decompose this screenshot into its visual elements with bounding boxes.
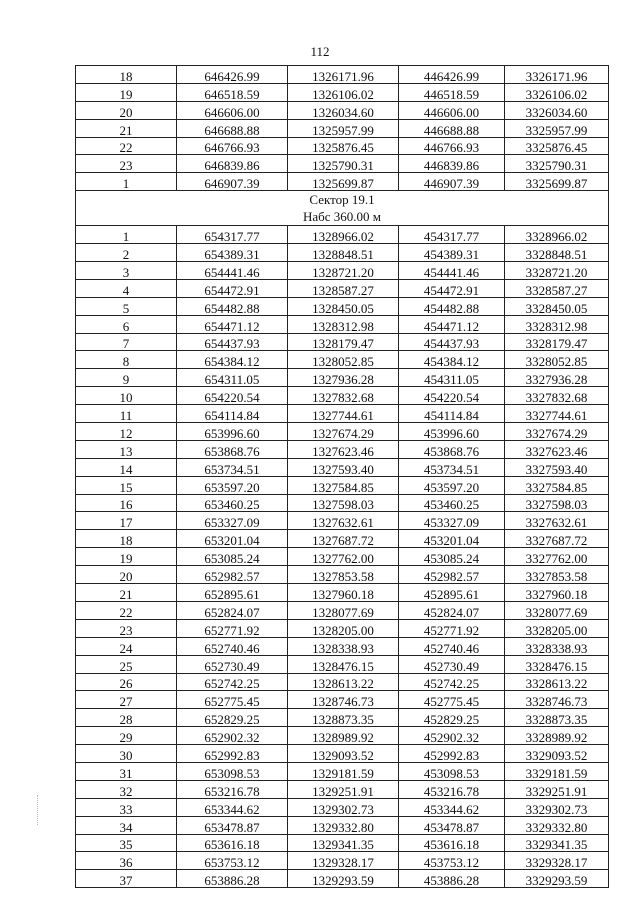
coordinate-cell: 453201.04 — [399, 530, 505, 548]
coordinate-cell: 453597.20 — [399, 476, 505, 494]
coordinate-cell: 1328966.02 — [288, 226, 399, 244]
coordinate-cell: 652771.92 — [177, 619, 288, 637]
table-row — [76, 834, 609, 852]
coordinate-cell: 3329093.52 — [505, 745, 609, 763]
table-row — [76, 137, 609, 155]
point-number-cell: 18 — [76, 530, 177, 548]
coordinate-cell: 1329341.35 — [288, 834, 399, 852]
coordinate-cell: 652902.32 — [177, 727, 288, 745]
coordinate-cell: 653460.25 — [177, 494, 288, 512]
table-row — [76, 333, 609, 351]
coordinate-cell: 3328077.69 — [505, 601, 609, 619]
table-row — [76, 494, 609, 512]
coordinate-cell: 654384.12 — [177, 351, 288, 369]
table-row — [76, 440, 609, 458]
coordinate-cell: 3328848.51 — [505, 244, 609, 262]
coordinate-cell: 3329332.80 — [505, 816, 609, 834]
coordinate-cell: 1328077.69 — [288, 601, 399, 619]
point-number-cell: 6 — [76, 315, 177, 333]
coordinate-cell: 652775.45 — [177, 691, 288, 709]
coordinate-cell: 654472.91 — [177, 279, 288, 297]
table-row — [76, 297, 609, 315]
coordinate-cell: 3326106.02 — [505, 83, 609, 101]
coordinates-table-body — [76, 66, 609, 888]
table-row — [76, 279, 609, 297]
point-number-cell: 35 — [76, 834, 177, 852]
coordinate-cell: 3325876.45 — [505, 137, 609, 155]
coordinate-cell: 1327744.61 — [288, 405, 399, 423]
coordinate-cell: 453460.25 — [399, 494, 505, 512]
coordinate-cell: 654389.31 — [177, 244, 288, 262]
table-row — [76, 709, 609, 727]
coordinate-cell: 3328205.00 — [505, 619, 609, 637]
coordinate-cell: 646839.86 — [177, 155, 288, 173]
coordinate-cell: 653098.53 — [177, 762, 288, 780]
coordinate-cell: 1327623.46 — [288, 440, 399, 458]
coordinate-cell: 3328746.73 — [505, 691, 609, 709]
point-number-cell: 23 — [76, 155, 177, 173]
coordinate-cell: 1328848.51 — [288, 244, 399, 262]
table-row — [76, 315, 609, 333]
coordinate-cell: 1327674.29 — [288, 423, 399, 441]
table-row — [76, 548, 609, 566]
coordinate-cell: 453344.62 — [399, 798, 505, 816]
point-number-cell: 19 — [76, 548, 177, 566]
coordinate-cell: 1329251.91 — [288, 780, 399, 798]
coordinate-cell: 452742.25 — [399, 673, 505, 691]
point-number-cell: 31 — [76, 762, 177, 780]
table-row — [76, 637, 609, 655]
coordinate-cell: 446839.86 — [399, 155, 505, 173]
point-number-cell: 20 — [76, 101, 177, 119]
coordinate-cell: 3327762.00 — [505, 548, 609, 566]
table-row — [76, 619, 609, 637]
coordinate-cell: 1329093.52 — [288, 745, 399, 763]
coordinate-cell: 653753.12 — [177, 852, 288, 870]
point-number-cell: 30 — [76, 745, 177, 763]
point-number-cell: 23 — [76, 619, 177, 637]
point-number-cell: 3 — [76, 262, 177, 280]
coordinate-cell: 452824.07 — [399, 601, 505, 619]
point-number-cell: 37 — [76, 870, 177, 888]
coordinate-cell: 3328721.20 — [505, 262, 609, 280]
table-row — [76, 119, 609, 137]
coordinate-cell: 452992.83 — [399, 745, 505, 763]
table-row — [76, 530, 609, 548]
table-row — [76, 673, 609, 691]
coordinate-cell: 3329181.59 — [505, 762, 609, 780]
table-row — [76, 727, 609, 745]
coordinate-cell: 1329293.59 — [288, 870, 399, 888]
point-number-cell: 1 — [76, 226, 177, 244]
table-row — [76, 387, 609, 405]
point-number-cell: 8 — [76, 351, 177, 369]
table-row — [76, 512, 609, 530]
coordinate-cell: 1328450.05 — [288, 297, 399, 315]
point-number-cell: 13 — [76, 440, 177, 458]
point-number-cell: 20 — [76, 566, 177, 584]
table-row — [76, 816, 609, 834]
coordinate-cell: 3327853.58 — [505, 566, 609, 584]
section-header-row — [76, 191, 609, 226]
table-row — [76, 745, 609, 763]
table-row — [76, 870, 609, 888]
coordinate-cell: 3329328.17 — [505, 852, 609, 870]
table-row — [76, 601, 609, 619]
coordinate-cell: 646606.00 — [177, 101, 288, 119]
coordinate-cell: 1328613.22 — [288, 673, 399, 691]
point-number-cell: 28 — [76, 709, 177, 727]
table-row — [76, 423, 609, 441]
coordinate-cell: 652829.25 — [177, 709, 288, 727]
coordinate-cell: 1327687.72 — [288, 530, 399, 548]
point-number-cell: 17 — [76, 512, 177, 530]
table-row — [76, 173, 609, 191]
coordinate-cell: 454389.31 — [399, 244, 505, 262]
coordinate-cell: 453085.24 — [399, 548, 505, 566]
coordinate-cell: 3327960.18 — [505, 584, 609, 602]
coordinate-cell: 653478.87 — [177, 816, 288, 834]
table-row — [76, 780, 609, 798]
coordinate-cell: 653085.24 — [177, 548, 288, 566]
coordinate-cell: 646688.88 — [177, 119, 288, 137]
scan-margin-mark — [37, 795, 39, 825]
coordinate-cell: 654437.93 — [177, 333, 288, 351]
coordinate-cell: 1329332.80 — [288, 816, 399, 834]
table-row — [76, 762, 609, 780]
coordinate-cell: 1328312.98 — [288, 315, 399, 333]
section-subtitle: Набс 360.00 м — [302, 209, 382, 225]
point-number-cell: 14 — [76, 458, 177, 476]
coordinate-cell: 454317.77 — [399, 226, 505, 244]
point-number-cell: 9 — [76, 369, 177, 387]
coordinate-cell: 1325876.45 — [288, 137, 399, 155]
coordinate-cell: 3328873.35 — [505, 709, 609, 727]
coordinate-cell: 453216.78 — [399, 780, 505, 798]
section-header-cell — [76, 191, 609, 226]
coordinate-cell: 3328450.05 — [505, 297, 609, 315]
coordinate-cell: 653201.04 — [177, 530, 288, 548]
section-title: Сектор 19.1 — [309, 192, 375, 208]
coordinate-cell: 453734.51 — [399, 458, 505, 476]
coordinate-cell: 1328179.47 — [288, 333, 399, 351]
coordinate-cell: 654220.54 — [177, 387, 288, 405]
coordinate-cell: 1328587.27 — [288, 279, 399, 297]
table-row — [76, 852, 609, 870]
point-number-cell: 15 — [76, 476, 177, 494]
coordinate-cell: 653996.60 — [177, 423, 288, 441]
coordinate-cell: 3327936.28 — [505, 369, 609, 387]
coordinates-table — [75, 65, 609, 888]
coordinate-cell: 3329293.59 — [505, 870, 609, 888]
coordinate-cell: 1326034.60 — [288, 101, 399, 119]
coordinate-cell: 3328587.27 — [505, 279, 609, 297]
coordinate-cell: 453098.53 — [399, 762, 505, 780]
point-number-cell: 12 — [76, 423, 177, 441]
point-number-cell: 27 — [76, 691, 177, 709]
coordinate-cell: 1327853.58 — [288, 566, 399, 584]
table-row — [76, 101, 609, 119]
table-row — [76, 405, 609, 423]
point-number-cell: 2 — [76, 244, 177, 262]
coordinate-cell: 1327632.61 — [288, 512, 399, 530]
coordinate-cell: 454482.88 — [399, 297, 505, 315]
point-number-cell: 21 — [76, 584, 177, 602]
coordinate-cell: 1325957.99 — [288, 119, 399, 137]
coordinate-cell: 446907.39 — [399, 173, 505, 191]
coordinate-cell: 3328179.47 — [505, 333, 609, 351]
coordinate-cell: 1328989.92 — [288, 727, 399, 745]
coordinate-cell: 1329181.59 — [288, 762, 399, 780]
coordinate-cell: 452902.32 — [399, 727, 505, 745]
table-row — [76, 566, 609, 584]
coordinate-cell: 1327593.40 — [288, 458, 399, 476]
table-row — [76, 262, 609, 280]
coordinate-cell: 646518.59 — [177, 83, 288, 101]
coordinate-cell: 1329328.17 — [288, 852, 399, 870]
table-row — [76, 584, 609, 602]
point-number-cell: 22 — [76, 137, 177, 155]
coordinate-cell: 3327832.68 — [505, 387, 609, 405]
coordinate-cell: 453886.28 — [399, 870, 505, 888]
point-number-cell: 34 — [76, 816, 177, 834]
point-number-cell: 19 — [76, 83, 177, 101]
coordinate-cell: 3329302.73 — [505, 798, 609, 816]
coordinate-cell: 446766.93 — [399, 137, 505, 155]
coordinate-cell: 652742.25 — [177, 673, 288, 691]
coordinate-cell: 452771.92 — [399, 619, 505, 637]
coordinate-cell: 3325699.87 — [505, 173, 609, 191]
coordinate-cell: 1327832.68 — [288, 387, 399, 405]
table-row — [76, 655, 609, 673]
coordinate-cell: 1326171.96 — [288, 66, 399, 84]
coordinate-cell: 3327593.40 — [505, 458, 609, 476]
coordinate-cell: 3326034.60 — [505, 101, 609, 119]
coordinate-cell: 1329302.73 — [288, 798, 399, 816]
point-number-cell: 29 — [76, 727, 177, 745]
coordinate-cell: 454441.46 — [399, 262, 505, 280]
coordinate-cell: 452895.61 — [399, 584, 505, 602]
coordinate-cell: 3329251.91 — [505, 780, 609, 798]
coordinate-cell: 453868.76 — [399, 440, 505, 458]
coordinate-cell: 653327.09 — [177, 512, 288, 530]
coordinate-cell: 3328476.15 — [505, 655, 609, 673]
coordinate-cell: 1327584.85 — [288, 476, 399, 494]
coordinate-cell: 654114.84 — [177, 405, 288, 423]
coordinate-cell: 653344.62 — [177, 798, 288, 816]
coordinate-cell: 646907.39 — [177, 173, 288, 191]
coordinate-cell: 454220.54 — [399, 387, 505, 405]
coordinate-cell: 3327744.61 — [505, 405, 609, 423]
coordinate-cell: 446688.88 — [399, 119, 505, 137]
coordinate-cell: 1328205.00 — [288, 619, 399, 637]
point-number-cell: 25 — [76, 655, 177, 673]
point-number-cell: 4 — [76, 279, 177, 297]
coordinate-cell: 3327687.72 — [505, 530, 609, 548]
coordinate-cell: 3327598.03 — [505, 494, 609, 512]
point-number-cell: 26 — [76, 673, 177, 691]
point-number-cell: 5 — [76, 297, 177, 315]
table-row — [76, 798, 609, 816]
point-number-cell: 22 — [76, 601, 177, 619]
coordinate-cell: 453616.18 — [399, 834, 505, 852]
table-row — [76, 66, 609, 84]
coordinate-cell: 453996.60 — [399, 423, 505, 441]
page-number: 112 — [310, 44, 330, 59]
point-number-cell: 10 — [76, 387, 177, 405]
coordinate-cell: 3325790.31 — [505, 155, 609, 173]
coordinate-cell: 1328873.35 — [288, 709, 399, 727]
coordinate-cell: 652730.49 — [177, 655, 288, 673]
coordinate-cell: 3327584.85 — [505, 476, 609, 494]
coordinate-cell: 3325957.99 — [505, 119, 609, 137]
point-number-cell: 33 — [76, 798, 177, 816]
coordinate-cell: 3328966.02 — [505, 226, 609, 244]
coordinate-cell: 654482.88 — [177, 297, 288, 315]
coordinate-cell: 453327.09 — [399, 512, 505, 530]
coordinate-cell: 453478.87 — [399, 816, 505, 834]
coordinate-cell: 1328721.20 — [288, 262, 399, 280]
coordinate-cell: 653868.76 — [177, 440, 288, 458]
coordinate-cell: 1327936.28 — [288, 369, 399, 387]
coordinate-cell: 454114.84 — [399, 405, 505, 423]
point-number-cell: 18 — [76, 66, 177, 84]
coordinate-cell: 1328476.15 — [288, 655, 399, 673]
coordinate-cell: 652824.07 — [177, 601, 288, 619]
point-number-cell: 36 — [76, 852, 177, 870]
coordinate-cell: 652982.57 — [177, 566, 288, 584]
coordinate-cell: 452775.45 — [399, 691, 505, 709]
coordinate-cell: 1325699.87 — [288, 173, 399, 191]
coordinate-cell: 1326106.02 — [288, 83, 399, 101]
table-row — [76, 226, 609, 244]
coordinate-cell: 454471.12 — [399, 315, 505, 333]
table-row — [76, 369, 609, 387]
coordinate-cell: 653616.18 — [177, 834, 288, 852]
coordinate-cell: 653216.78 — [177, 780, 288, 798]
table-row — [76, 691, 609, 709]
point-number-cell: 7 — [76, 333, 177, 351]
coordinate-cell: 646766.93 — [177, 137, 288, 155]
coordinate-cell: 653734.51 — [177, 458, 288, 476]
coordinate-cell: 446518.59 — [399, 83, 505, 101]
point-number-cell: 21 — [76, 119, 177, 137]
coordinate-cell: 454437.93 — [399, 333, 505, 351]
coordinate-cell: 3328613.22 — [505, 673, 609, 691]
coordinate-cell: 654471.12 — [177, 315, 288, 333]
coordinate-cell: 652740.46 — [177, 637, 288, 655]
point-number-cell: 32 — [76, 780, 177, 798]
coordinate-cell: 453753.12 — [399, 852, 505, 870]
coordinate-cell: 646426.99 — [177, 66, 288, 84]
coordinate-cell: 1328746.73 — [288, 691, 399, 709]
coordinate-cell: 454472.91 — [399, 279, 505, 297]
coordinate-cell: 454384.12 — [399, 351, 505, 369]
coordinate-cell: 1325790.31 — [288, 155, 399, 173]
coordinate-cell: 654441.46 — [177, 262, 288, 280]
coordinate-cell: 3327623.46 — [505, 440, 609, 458]
coordinate-cell: 452829.25 — [399, 709, 505, 727]
coordinate-cell: 3328312.98 — [505, 315, 609, 333]
coordinate-cell: 3326171.96 — [505, 66, 609, 84]
coordinate-cell: 652992.83 — [177, 745, 288, 763]
coordinate-cell: 454311.05 — [399, 369, 505, 387]
coordinate-cell: 452740.46 — [399, 637, 505, 655]
coordinate-cell: 1327762.00 — [288, 548, 399, 566]
coordinate-cell: 654311.05 — [177, 369, 288, 387]
table-row — [76, 476, 609, 494]
coordinate-cell: 1328338.93 — [288, 637, 399, 655]
coordinate-cell: 3329341.35 — [505, 834, 609, 852]
coordinate-cell: 1328052.85 — [288, 351, 399, 369]
coordinate-cell: 452730.49 — [399, 655, 505, 673]
coordinate-cell: 446606.00 — [399, 101, 505, 119]
coordinate-cell: 1327960.18 — [288, 584, 399, 602]
coordinate-cell: 3327632.61 — [505, 512, 609, 530]
coordinate-cell: 3328052.85 — [505, 351, 609, 369]
table-row — [76, 155, 609, 173]
coordinate-cell: 3327674.29 — [505, 423, 609, 441]
coordinate-cell: 446426.99 — [399, 66, 505, 84]
point-number-cell: 16 — [76, 494, 177, 512]
table-row — [76, 244, 609, 262]
point-number-cell: 24 — [76, 637, 177, 655]
coordinate-cell: 653886.28 — [177, 870, 288, 888]
coordinate-cell: 652895.61 — [177, 584, 288, 602]
coordinate-cell: 1327598.03 — [288, 494, 399, 512]
table-row — [76, 351, 609, 369]
table-row — [76, 83, 609, 101]
table-row — [76, 458, 609, 476]
coordinate-cell: 3328338.93 — [505, 637, 609, 655]
point-number-cell: 11 — [76, 405, 177, 423]
coordinate-cell: 3328989.92 — [505, 727, 609, 745]
coordinate-cell: 654317.77 — [177, 226, 288, 244]
coordinate-cell: 653597.20 — [177, 476, 288, 494]
coordinate-cell: 452982.57 — [399, 566, 505, 584]
point-number-cell: 1 — [76, 173, 177, 191]
